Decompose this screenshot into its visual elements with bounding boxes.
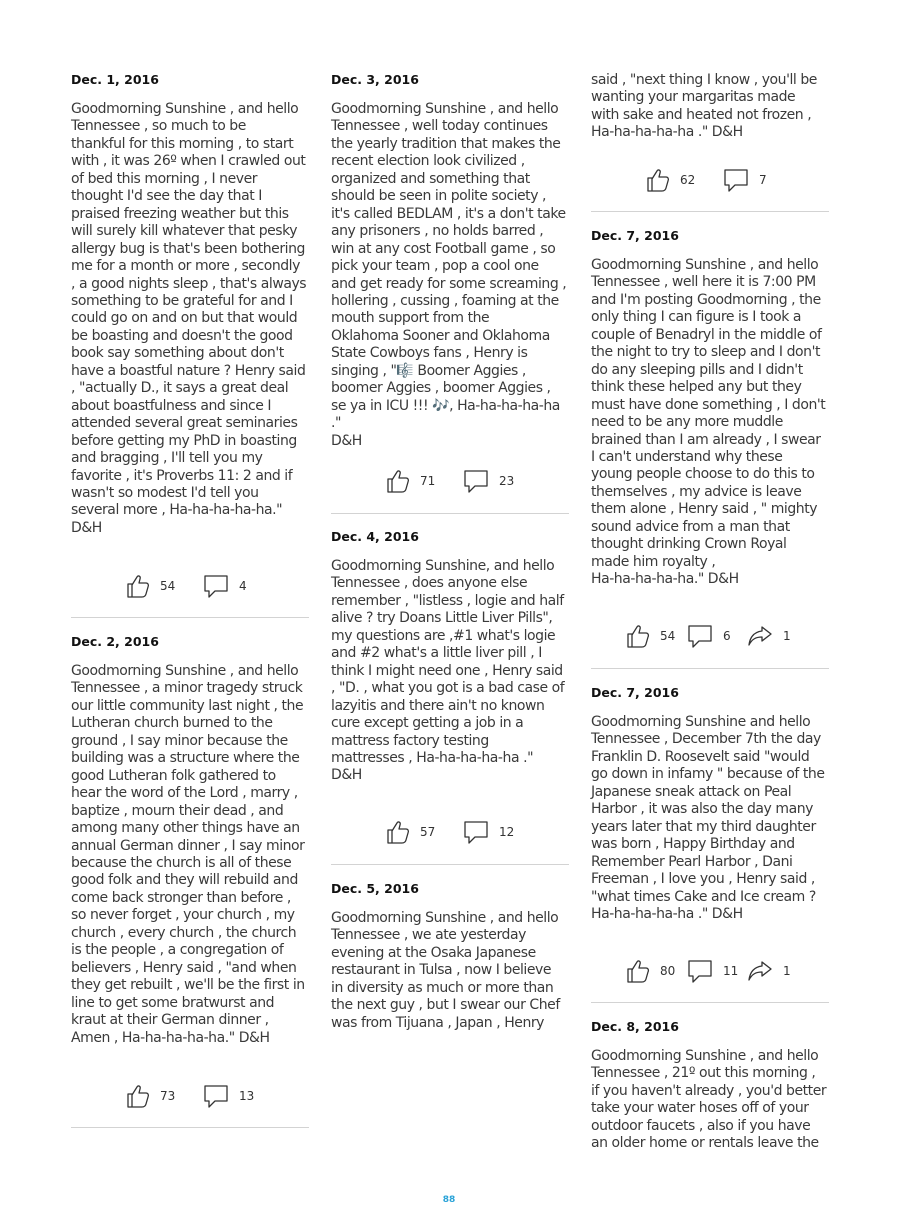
like-button[interactable]: [626, 958, 675, 984]
share-button[interactable]: [747, 958, 791, 984]
like-button[interactable]: [126, 573, 175, 599]
page-number: 88: [442, 1195, 456, 1205]
comment-count: 23: [499, 474, 515, 488]
like-button[interactable]: [126, 1083, 175, 1109]
post-text: Goodmorning Sunshine , and hello Tennessee , well here it is 7:00 PM and I'm posting Goodmorning , the only thing I can figure is I took a couple of Benadryl in the middle of the night to try to sleep and I don't do any sleeping pills and I didn't think these helped any but they must have done something , I don't need to be any more muddle brained than I am already , I swear I can't understand why these young people choose to do this to themselves , my advice is leave them alone , Henry said , " mighty sound advice from a man that thought drinking Crown Royal made him royalty , Ha-ha-ha-ha-ha." D&H: [591, 257, 826, 588]
comment-count: 7: [759, 173, 767, 187]
divider: [71, 1127, 309, 1128]
post-stats: [331, 468, 569, 496]
comment-bubble-icon: [463, 819, 489, 845]
comment-bubble-icon: [687, 623, 713, 649]
post-text: Goodmorning Sunshine , and hello Tennessee , so much to be thankful for this morning , to start with , it was 26º when I crawled out of bed this morning , I never thought I'd see the day that I praised freezing weather but this will surely kill whatever that pesky allergy bug is that's been bothering me for a month or more , secondly , a good nights sleep , that's always something to be grateful for and I could go on and on but that would be boasting and doesn't the good book say something about don't have a boastful nature ? Henry said , "actually D., it says a great deal about boastfulness and since I attended several great seminaries before getting my PhD in boasting and bragging , I'll tell you my favorite , it's Proverbs 11: 2 and if wasn't so modest I'd tell you several more , Ha-ha-ha-ha-ha." D&H: [71, 101, 307, 536]
post-text: Goodmorning Sunshine , and hello Tennessee , well today continues the yearly tradition that makes the recent election look civilized , organized and something that should be seen in polite society , it's called BEDLAM , it's a don't take any prisoners , no holds barred , win at any cost Football game , so pick your team , pop a cool one and get ready for some screaming , hollering , cussing , foaming at the mouth support from the Oklahoma Sooner and Oklahoma State Cowboys fans , Henry is singing , "🎼 Boomer Aggies , boomer Aggies , boomer Aggies , se ya in ICU !!! 🎶, Ha-ha-ha-ha-ha ." D&H: [331, 101, 567, 449]
post-stats: [591, 623, 829, 651]
post-text: Goodmorning Sunshine , and hello Tennessee , we ate yesterday evening at the Osaka Japanese restaurant in Tulsa , now I believe in diversity as much or more than the next guy , but I swear our Chef was from Tijuana , Japan , Henry: [331, 910, 560, 1031]
post-date: Dec. 5, 2016: [331, 881, 419, 896]
divider: [331, 864, 569, 865]
share-count: 1: [783, 964, 791, 978]
comment-bubble-icon: [687, 958, 713, 984]
post-date: Dec. 7, 2016: [591, 685, 679, 700]
post-stats: [71, 1083, 309, 1111]
comment-button[interactable]: [463, 468, 514, 494]
comment-bubble-icon: [203, 1083, 229, 1109]
post-text: Goodmorning Sunshine , and hello Tennessee , a minor tragedy struck our little community last night , the Lutheran church burned to the ground , I say minor because the building was a structure where the good Lutheran folk gathered to hear the word of the Lord , marry , baptize , mourn their dead , and among many other things have an annual German dinner , I say minor because the church is all of these good folk and they will rebuild and come back stronger than before , so never forget , your church , my church , every church , the church is the people , a congregation of believers , Henry said , "and when they get rebuilt , we'll be the first in line to get some bratwurst and kraut at their German dinner , Amen , Ha-ha-ha-ha-ha." D&H: [71, 663, 305, 1046]
thumbs-up-icon: [386, 819, 410, 845]
comment-button[interactable]: [203, 573, 247, 599]
comment-button[interactable]: [687, 623, 731, 649]
comment-count: 4: [239, 579, 247, 593]
post-text: Goodmorning Sunshine , and hello Tennessee , 21º out this morning , if you haven't already , you'd better take your water hoses off of your outdoor faucets , also if you have an older home or rentals leave the: [591, 1048, 827, 1152]
like-button[interactable]: [646, 167, 695, 193]
comment-button[interactable]: [723, 167, 767, 193]
divider: [591, 1002, 829, 1003]
post-stats: [591, 958, 829, 986]
post-stats: [71, 573, 309, 601]
thumbs-up-icon: [646, 167, 670, 193]
comment-button[interactable]: [463, 819, 514, 845]
post-date: Dec. 4, 2016: [331, 529, 419, 544]
post-stats: [591, 167, 829, 195]
comment-count: 11: [723, 964, 739, 978]
like-button[interactable]: [386, 819, 435, 845]
like-count: 80: [660, 964, 676, 978]
comment-count: 13: [239, 1089, 255, 1103]
comment-button[interactable]: [687, 958, 738, 984]
comment-count: 12: [499, 825, 515, 839]
like-count: 62: [680, 173, 696, 187]
post-stats: [331, 819, 569, 847]
like-button[interactable]: [386, 468, 435, 494]
divider: [71, 617, 309, 618]
post-text: said , "next thing I know , you'll be wanting your margaritas made with sake and heated not frozen , Ha-ha-ha-ha-ha ." D&H: [591, 72, 817, 141]
like-count: 73: [160, 1089, 176, 1103]
post-date: Dec. 2, 2016: [71, 634, 159, 649]
like-button[interactable]: [626, 623, 675, 649]
divider: [331, 513, 569, 514]
like-count: 71: [420, 474, 436, 488]
share-count: 1: [783, 629, 791, 643]
divider: [591, 211, 829, 212]
thumbs-up-icon: [126, 1083, 150, 1109]
post-date: Dec. 3, 2016: [331, 72, 419, 87]
share-arrow-icon: [747, 623, 773, 649]
comment-bubble-icon: [723, 167, 749, 193]
post-date: Dec. 1, 2016: [71, 72, 159, 87]
like-count: 54: [160, 579, 176, 593]
share-button[interactable]: [747, 623, 791, 649]
thumbs-up-icon: [126, 573, 150, 599]
comment-button[interactable]: [203, 1083, 254, 1109]
thumbs-up-icon: [626, 958, 650, 984]
post-text: Goodmorning Sunshine, and hello Tennessee , does anyone else remember , "listless , logie and half alive ? try Doans Little Liver Pills", my questions are ,#1 what's logie and #2 what's a little liver pill , I think I might need one , Henry said , "D. , what you got is a bad case of lazyitis and there ain't no known cure except getting a job in a mattress factory testing mattresses , Ha-ha-ha-ha-ha ." D&H: [331, 558, 565, 784]
comment-bubble-icon: [203, 573, 229, 599]
post-text: Goodmorning Sunshine and hello Tennessee , December 7th the day Franklin D. Roosevelt said "would go down in infamy " because of the Japanese sneak attack on Peal Harbor , it was also the day many years later that my third daughter was born , Happy Birthday and Remember Pearl Harbor , Dani Freeman , I love you , Henry said , "what times Cake and Ice cream ? Ha-ha-ha-ha-ha ." D&H: [591, 714, 825, 922]
share-arrow-icon: [747, 958, 773, 984]
divider: [591, 668, 829, 669]
comment-bubble-icon: [463, 468, 489, 494]
thumbs-up-icon: [386, 468, 410, 494]
post-date: Dec. 7, 2016: [591, 228, 679, 243]
post-date: Dec. 8, 2016: [591, 1019, 679, 1034]
thumbs-up-icon: [626, 623, 650, 649]
like-count: 57: [420, 825, 436, 839]
comment-count: 6: [723, 629, 731, 643]
like-count: 54: [660, 629, 676, 643]
